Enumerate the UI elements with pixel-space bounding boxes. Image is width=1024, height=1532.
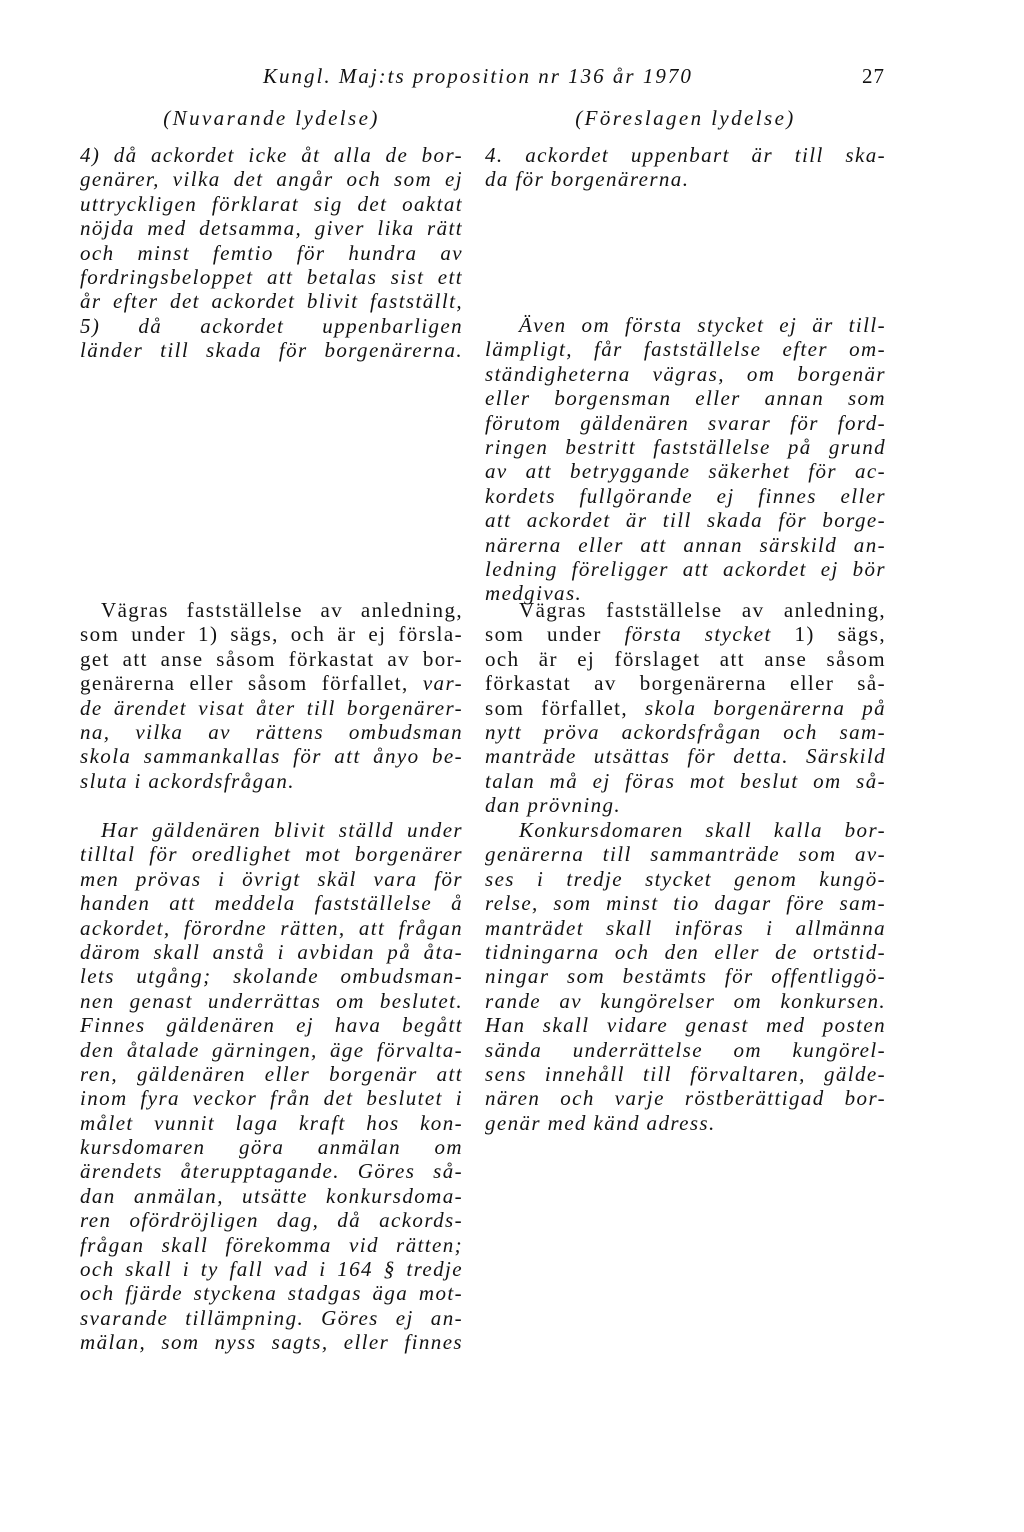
text-line: tidningarna och den eller de ortstid- <box>485 939 886 964</box>
emphasized-text: talan må ej föras mot beslut om så- <box>485 768 886 793</box>
text-line: inom fyra veckor från det beslutet i <box>80 1086 463 1111</box>
text-line: och fjärde styckena stadgas äga mot- <box>80 1281 463 1306</box>
text-line: ledning föreligger att ackordet ej bör <box>485 556 886 581</box>
text-line: sens innehåll till förvaltaren, gälde- <box>485 1061 886 1086</box>
text-line: ringen bestritt fastställelse på grund <box>485 434 886 459</box>
text-line: Har gäldenären blivit ställd under <box>101 818 463 842</box>
text-line: länder till skada för borgenärerna. <box>80 338 463 363</box>
paragraph-item-4-proposed <box>485 143 886 192</box>
text-line: get att anse såsom förkastat av bor- <box>80 646 463 671</box>
text-line: uttryckligen förklarat sig det oaktat <box>80 191 463 216</box>
text-line: genärerna till sammanträde som av- <box>485 842 886 867</box>
text-line: Finnes gäldenären ej hava begått <box>80 1013 463 1038</box>
text-line: tilltal för oredlighet mot borgenärer <box>80 842 463 867</box>
text-segment: som förfallet, <box>485 695 646 720</box>
text-line: ständigheterna vägras, om borgenär <box>485 361 886 386</box>
column-heading-current-wording: (Nuvarande lydelse) <box>163 106 380 130</box>
text-line: 5) då ackordet uppenbarligen <box>80 314 463 338</box>
text-line: frågan skall förekomma vid rätten; <box>80 1232 463 1257</box>
text-segment: som under <box>485 622 625 647</box>
text-line: målet vunnit laga kraft hos kon- <box>80 1110 463 1135</box>
text-line: Även om första stycket ej är till- <box>519 313 886 337</box>
text-line: 4. ackordet uppenbart är till ska- <box>485 143 886 167</box>
text-line: Vägras fastställelse av anledning, <box>519 598 886 622</box>
emphasized-text: sluta i ackordsfrågan. <box>80 768 295 793</box>
text-line: mälan, som nyss sagts, eller finnes <box>80 1330 463 1355</box>
text-line <box>485 696 886 720</box>
text-line: medgivas. <box>485 581 583 606</box>
paragraph-refusal-grounds-proposed <box>485 313 886 606</box>
text-line: nären och varje röstberättigad bor- <box>485 1086 886 1111</box>
text-line: fordringsbeloppet att betalas sist ett <box>80 264 463 289</box>
emphasized-text: var- <box>422 671 463 696</box>
text-line: år efter det ackordet blivit fastställt, <box>80 289 463 314</box>
paragraph-meeting-notice-proposed <box>485 818 886 1135</box>
text-line: kordets fullgörande ej finnes eller <box>485 483 886 508</box>
text-line: handen att meddela fastställelse å <box>80 891 463 916</box>
text-line <box>80 671 463 695</box>
text-line: ren, gäldenären eller borgenär att <box>80 1061 463 1086</box>
text-line <box>80 769 463 793</box>
text-line: nöjda med detsamma, giver lika rätt <box>80 216 463 241</box>
text-line: lämpligt, får fastställelse efter om- <box>485 337 886 362</box>
text-line: sända underrättelse om kungörel- <box>485 1037 886 1062</box>
text-line: nen genast underrättas om beslutet. <box>80 988 463 1013</box>
emphasized-text: de ärendet visat åter till borgenärer- <box>80 695 463 720</box>
text-line: och minst femtio för hundra av <box>80 240 463 265</box>
text-line <box>80 720 463 744</box>
running-header: Kungl. Maj:ts proposition nr 136 år 1970 <box>263 64 693 88</box>
text-line: kursdomaren göra anmälan om <box>80 1135 463 1160</box>
text-line: ren ofördröjligen dag, då ackords- <box>80 1208 463 1233</box>
emphasized-text: na, vilka av rättens ombudsman <box>80 719 463 744</box>
text-line: Han skall vidare genast med posten <box>485 1013 886 1038</box>
text-line: närerna eller att annan särskild an- <box>485 532 886 557</box>
text-line <box>80 744 463 768</box>
emphasized-text: dan prövning. <box>485 793 622 818</box>
paragraph-prosecution-current <box>80 818 463 1355</box>
page-number: 27 <box>862 64 885 88</box>
text-line <box>485 769 886 793</box>
text-line: dan anmälan, utsätte konkursdoma- <box>80 1183 463 1208</box>
text-line: Vägras fastställelse av anledning, <box>101 598 463 622</box>
text-line: och är ej förslaget att anse såsom <box>485 646 886 671</box>
text-line: lets utgång; skolande ombudsman- <box>80 964 463 989</box>
paragraph-refusal-proposed <box>485 598 886 818</box>
paragraph-refusal-current <box>80 598 463 793</box>
emphasized-text: skola sammankallas för att ånyo be- <box>80 744 463 769</box>
text-line: 4) då ackordet icke åt alla de bor- <box>80 143 463 167</box>
emphasized-text: skola borgenärerna på <box>645 695 886 720</box>
emphasized-text: nytt pröva ackordsfrågan och sam- <box>485 719 886 744</box>
text-line: manträdet skall införas i allmänna <box>485 915 886 940</box>
text-line: genär med känd adress. <box>485 1110 716 1135</box>
text-line: men prövas i övrigt skäl vara för <box>80 866 463 891</box>
text-line: rande av kungörelser om konkursen. <box>485 988 886 1013</box>
text-line <box>485 720 886 744</box>
text-line <box>485 793 886 817</box>
text-line: eller borgensman eller annan som <box>485 386 886 411</box>
text-line: ningar som bestämts för offentliggö- <box>485 964 886 989</box>
emphasized-text: manträde utsättas för detta. Särskild <box>485 744 886 769</box>
text-line: da för borgenärerna. <box>485 167 690 192</box>
text-line <box>80 696 463 720</box>
paragraph-item-4-current <box>80 143 463 314</box>
text-line: att ackordet är till skada för borge- <box>485 508 886 533</box>
text-line: den åtalade gärningen, äge förvalta- <box>80 1037 463 1062</box>
text-line: av att betryggande säkerhet för ac- <box>485 459 886 484</box>
text-line: och skall i ty fall vad i 164 § tredje <box>80 1257 463 1282</box>
emphasized-text: första stycket <box>624 622 772 647</box>
text-line: svarande tillämpning. Göres ej an- <box>80 1305 463 1330</box>
text-line: ärendets återupptagande. Göres så- <box>80 1159 463 1184</box>
text-line: därom skall anstå i avbidan på åta- <box>80 939 463 964</box>
text-line <box>485 622 886 646</box>
text-segment: genärerna eller såsom förfallet, <box>80 671 423 696</box>
column-heading-proposed-wording: (Föreslagen lydelse) <box>575 106 796 130</box>
text-line: förkastat av borgenärerna eller så- <box>485 671 886 696</box>
text-line: ackordet, förordne rätten, att frågan <box>80 915 463 940</box>
text-line: genärer, vilka det angår och som ej <box>80 167 463 192</box>
paragraph-item-5-current <box>80 314 463 363</box>
text-line: förutom gäldenären svarar för ford- <box>485 410 886 435</box>
text-segment: 1) sägs, <box>771 622 886 647</box>
text-line: ses i tredje stycket genom kungö- <box>485 866 886 891</box>
text-line <box>485 744 886 768</box>
text-line: relse, som minst tio dagar före sam- <box>485 891 886 916</box>
text-line: som under 1) sägs, och är ej försla- <box>80 622 463 647</box>
text-line: Konkursdomaren skall kalla bor- <box>519 818 886 842</box>
